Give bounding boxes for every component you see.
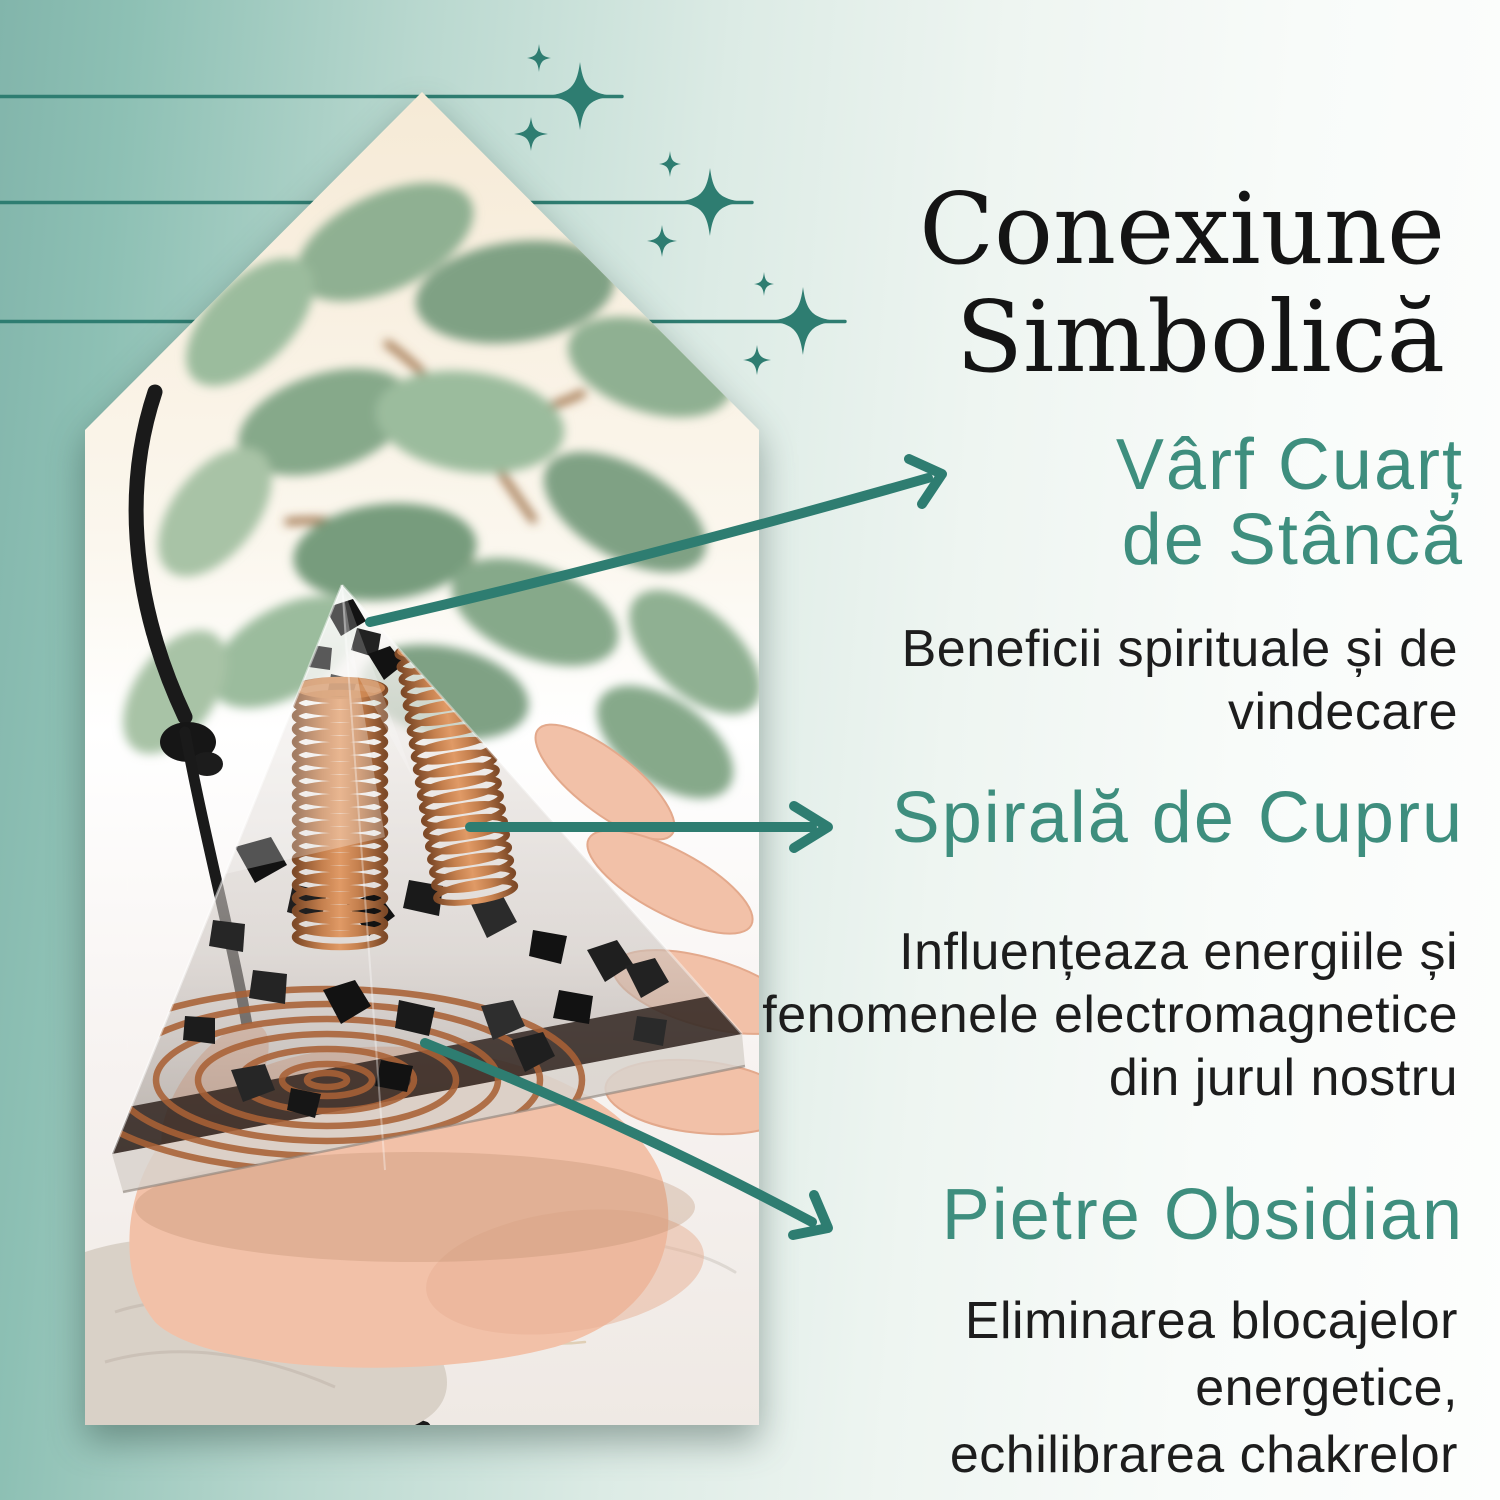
body-line: energetice, — [1195, 1359, 1458, 1417]
body-line: Influențeaza energiile și — [899, 923, 1458, 981]
section-quartz-heading — [1115, 425, 1464, 580]
arrow-copper-spiral — [470, 806, 828, 848]
body-line: din jurul nostru — [1108, 1049, 1458, 1107]
section-obsidian-body — [950, 1288, 1458, 1489]
heading-line: Spirală de Cupru — [891, 778, 1464, 858]
page-title — [919, 173, 1445, 395]
section-obsidian-heading — [941, 1175, 1464, 1255]
heading-line: de Stâncă — [1121, 500, 1464, 580]
body-line: echilibrarea chakrelor — [949, 1426, 1458, 1484]
title-line-1: Conexiune — [919, 173, 1445, 287]
body-line: Beneficii spirituale și de — [901, 620, 1458, 678]
heading-line: Vârf Cuarț — [1115, 425, 1464, 505]
section-copper-body — [762, 921, 1458, 1110]
arrow-quartz-tip — [370, 459, 942, 622]
section-copper-heading — [891, 778, 1464, 858]
body-line: fenomenele electromagnetice — [762, 986, 1458, 1044]
title-line-2: Simbolică — [955, 281, 1445, 395]
body-line: vindecare — [1228, 683, 1458, 741]
section-quartz-body — [902, 618, 1458, 744]
heading-line: Pietre Obsidian — [941, 1175, 1464, 1255]
body-line: Eliminarea blocajelor — [964, 1292, 1458, 1350]
